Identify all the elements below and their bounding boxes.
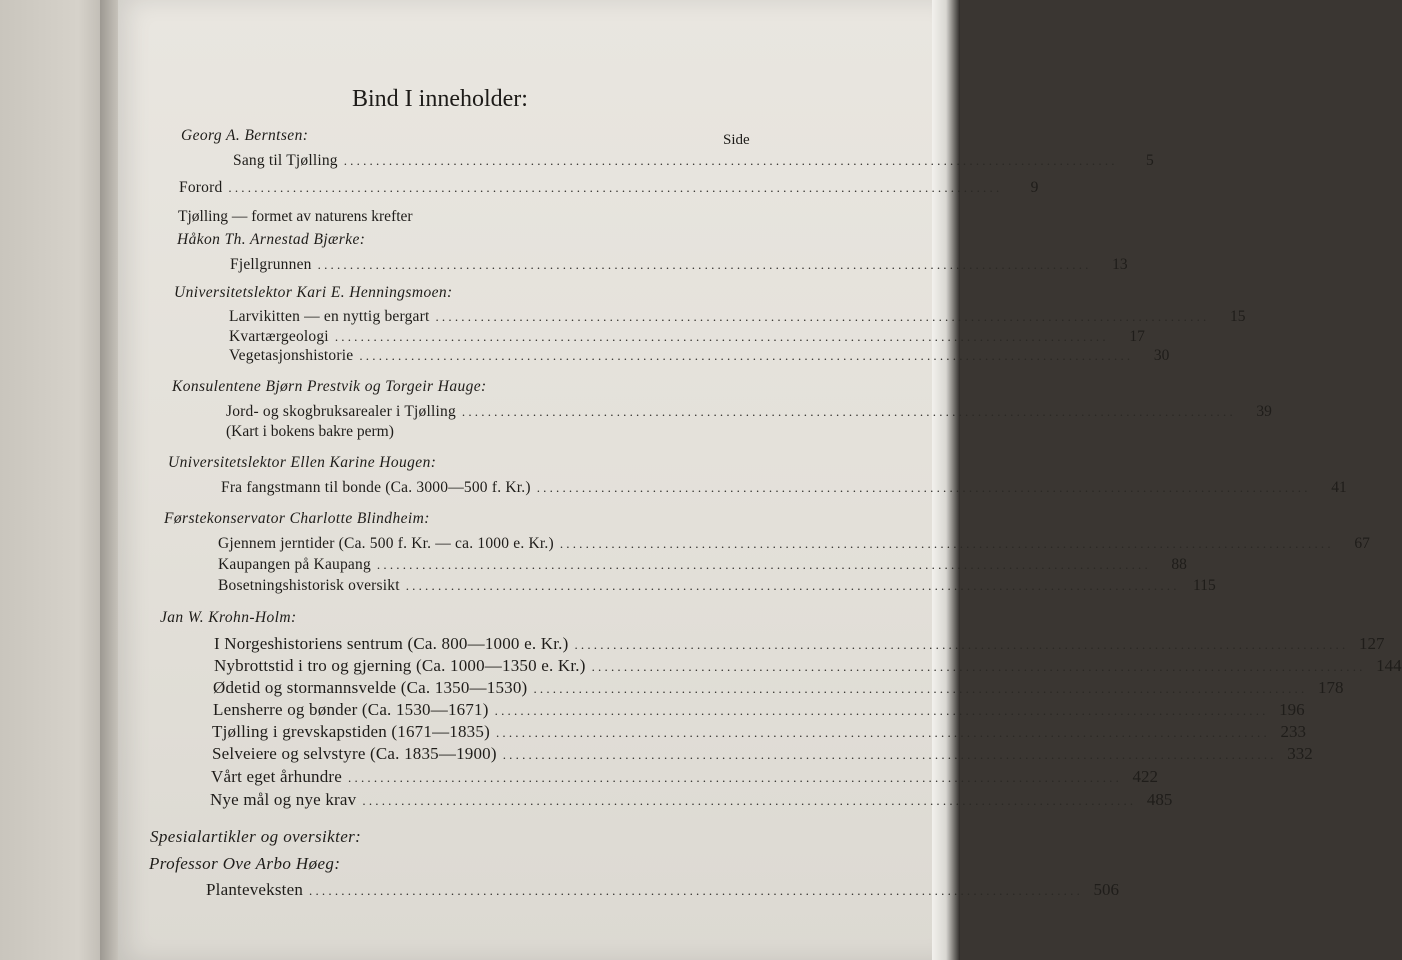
entry-title: Vårt eget århundre [211, 767, 343, 786]
entry-page: 332 [1287, 744, 1313, 763]
toc-entry[interactable] [218, 533, 1370, 555]
page-title: Bind I inneholder: [352, 86, 528, 112]
entry-title: Fjellgrunnen [230, 256, 312, 273]
author-name: Georg A. Berntsen: [181, 127, 309, 144]
entry-title: Forord [179, 179, 223, 196]
entry-title: Bosetningshistorisk oversikt [218, 577, 400, 594]
toc-entry[interactable] [226, 401, 1272, 423]
book-gutter [100, 0, 118, 960]
entry-page: 233 [1280, 722, 1306, 741]
dot-leader: ........................................................................................................................ [591, 659, 1366, 674]
dot-leader: ........................................................................................................................ [502, 747, 1277, 762]
entry-page: 506 [1093, 880, 1120, 899]
toc-entry[interactable] [218, 575, 1216, 597]
dot-leader: ........................................................................................................................ [494, 703, 1269, 718]
toc-entry[interactable] [206, 879, 1120, 901]
entry-title: Gjennem jerntider (Ca. 500 f. Kr. — ca. 1000 e. Kr.) [218, 535, 554, 552]
left-page-edge [0, 0, 112, 960]
toc-entry[interactable] [229, 345, 1170, 367]
entry-page: 196 [1279, 700, 1305, 719]
entry-page: 41 [1331, 479, 1347, 496]
entry-title: Jord- og skogbruksarealer i Tjølling [226, 403, 456, 420]
toc-entry[interactable] [213, 699, 1305, 721]
entry-title: Planteveksten [206, 880, 304, 899]
dot-leader: ........................................................................................................................ [405, 578, 1180, 593]
dot-leader: ........................................................................................................................ [435, 309, 1210, 324]
entry-title: Nybrottstid i tro og gjerning (Ca. 1000—1350 e. Kr.) [214, 656, 586, 675]
entry-title: Nye mål og nye krav [210, 790, 357, 809]
entry-page: 15 [1229, 308, 1246, 325]
entry-page: 115 [1193, 577, 1216, 594]
entry-title: Tjølling i grevskapstiden (1671—1835) [212, 722, 490, 741]
dot-leader: ........................................................................................................................ [228, 180, 1003, 195]
entry-page: 17 [1129, 328, 1145, 345]
dot-leader: ........................................................................................................................ [495, 725, 1270, 740]
toc-entry[interactable] [233, 150, 1154, 172]
toc-entry[interactable] [229, 306, 1246, 328]
entry-title: Ødetid og stormannsvelde (Ca. 1350—1530) [213, 678, 528, 697]
author-name: Håkon Th. Arnestad Bjærke: [177, 231, 366, 248]
toc-entry[interactable] [230, 254, 1128, 276]
entry-page: 144 [1376, 656, 1402, 675]
author-name: Professor Ove Arbo Høeg: [149, 854, 341, 873]
toc-entry[interactable] [213, 677, 1344, 699]
dot-leader: ........................................................................................................................ [559, 536, 1334, 551]
author-name: Førstekonservator Charlotte Blindheim: [164, 510, 430, 527]
dot-leader: ........................................................................................................................ [309, 883, 1084, 898]
entry-title: Fra fangstmann til bonde (Ca. 3000—500 f. Kr.) [221, 479, 531, 496]
entry-note: (Kart i bokens bakre perm) [226, 423, 394, 440]
entry-page: 30 [1153, 347, 1170, 364]
entry-title: Selveiere og selvstyre (Ca. 1835—1900) [212, 744, 497, 763]
entry-page: 178 [1317, 678, 1344, 697]
entry-page: 422 [1132, 767, 1159, 786]
dot-leader: ........................................................................................................................ [348, 770, 1123, 785]
dot-leader: ........................................................................................................................ [461, 404, 1236, 419]
toc-entry[interactable] [179, 177, 1039, 199]
toc-entry[interactable] [212, 743, 1313, 765]
dot-leader: ........................................................................................................................ [362, 793, 1137, 808]
author-name: Universitetslektor Kari E. Henningsmoen: [174, 284, 453, 301]
toc-entry[interactable] [214, 655, 1402, 677]
entry-title: I Norgeshistoriens sentrum (Ca. 800—1000 e. Kr.) [214, 634, 569, 653]
entry-page: 127 [1358, 634, 1385, 653]
dot-leader: ........................................................................................................................ [317, 257, 1092, 272]
author-name: Konsulentene Bjørn Prestvik og Torgeir Hauge: [172, 378, 487, 395]
dot-leader: ........................................................................................................................ [376, 557, 1151, 572]
entry-title: Larvikitten — en nyttig bergart [229, 308, 430, 325]
entry-title: Lensherre og bønder (Ca. 1530—1671) [213, 700, 489, 719]
entry-page: 39 [1256, 403, 1272, 420]
dot-leader: ........................................................................................................................ [343, 153, 1118, 168]
section-heading: Spesialartikler og oversikter: [150, 827, 362, 846]
dot-leader: ........................................................................................................................ [574, 637, 1349, 652]
author-name: Universitetslektor Ellen Karine Hougen: [168, 454, 437, 471]
entry-page: 5 [1145, 152, 1154, 169]
entry-title: Kaupangen på Kaupang [218, 556, 371, 573]
toc-entry[interactable] [218, 554, 1187, 576]
entry-page: 88 [1171, 556, 1187, 573]
toc-entry[interactable] [214, 633, 1385, 655]
entry-page: 13 [1112, 256, 1128, 273]
dot-leader: ........................................................................................................................ [334, 329, 1109, 344]
entry-page: 67 [1354, 535, 1370, 552]
toc-entry[interactable] [221, 477, 1347, 499]
entry-title: Sang til Tjølling [233, 152, 338, 169]
page-column-label: Side [723, 132, 750, 148]
dot-leader: ........................................................................................................................ [536, 480, 1311, 495]
toc-entry[interactable] [212, 721, 1306, 743]
dot-leader: ........................................................................................................................ [359, 348, 1134, 363]
section-heading: Tjølling — formet av naturens krefter [178, 208, 413, 225]
entry-title: Kvartærgeologi [229, 328, 329, 345]
entry-title: Vegetasjonshistorie [229, 347, 354, 364]
author-name: Jan W. Krohn-Holm: [160, 609, 297, 626]
entry-page: 485 [1146, 790, 1173, 809]
entry-page: 9 [1030, 179, 1039, 196]
toc-entry[interactable] [211, 766, 1159, 788]
dot-leader: ........................................................................................................................ [533, 681, 1308, 696]
toc-entry[interactable] [210, 789, 1173, 811]
